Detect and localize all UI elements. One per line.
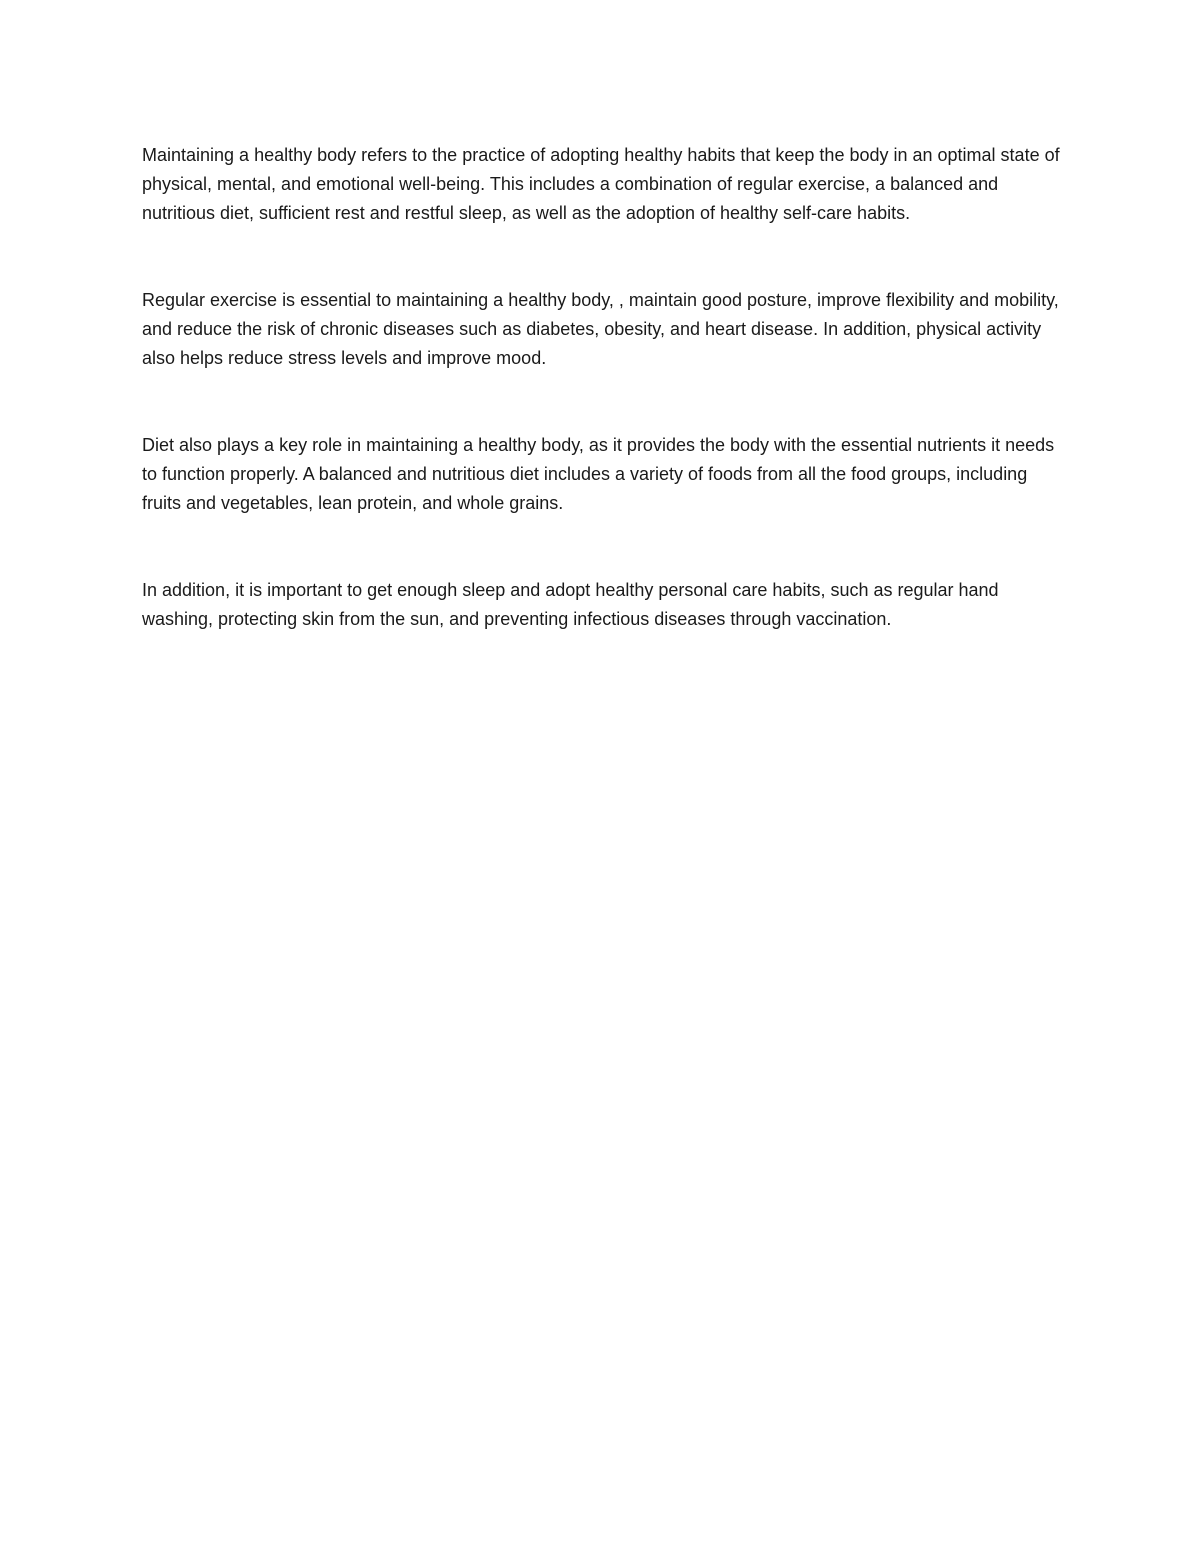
paragraph-4: In addition, it is important to get enough sleep and adopt healthy personal care habits, such as regular hand washing, protecting skin from the sun, and preventing infectious diseases through vaccination.: [142, 580, 999, 629]
paragraph-2: Regular exercise is essential to maintaining a healthy body, , maintain good posture, improve flexibility and mobility, and reduce the risk of chronic diseases such as diabetes, obesity, and heart disease. In addition, physical activity also helps reduce stress levels and improve mood.: [142, 290, 1059, 368]
document-body: [142, 141, 1067, 634]
paragraph-3: Diet also plays a key role in maintaining a healthy body, as it provides the body with the essential nutrients it needs to function properly. A balanced and nutritious diet includes a variety of foods from all the food groups, including fruits and vegetables, lean protein, and whole grains.: [142, 435, 1055, 513]
paragraph-1: Maintaining a healthy body refers to the practice of adopting healthy habits that keep the body in an optimal state of physical, mental, and emotional well-being. This includes a combination of regular exercise, a balanced and nutritious diet, sufficient rest and restful sleep, as well as the adoption of healthy self-care habits.: [142, 145, 1060, 223]
